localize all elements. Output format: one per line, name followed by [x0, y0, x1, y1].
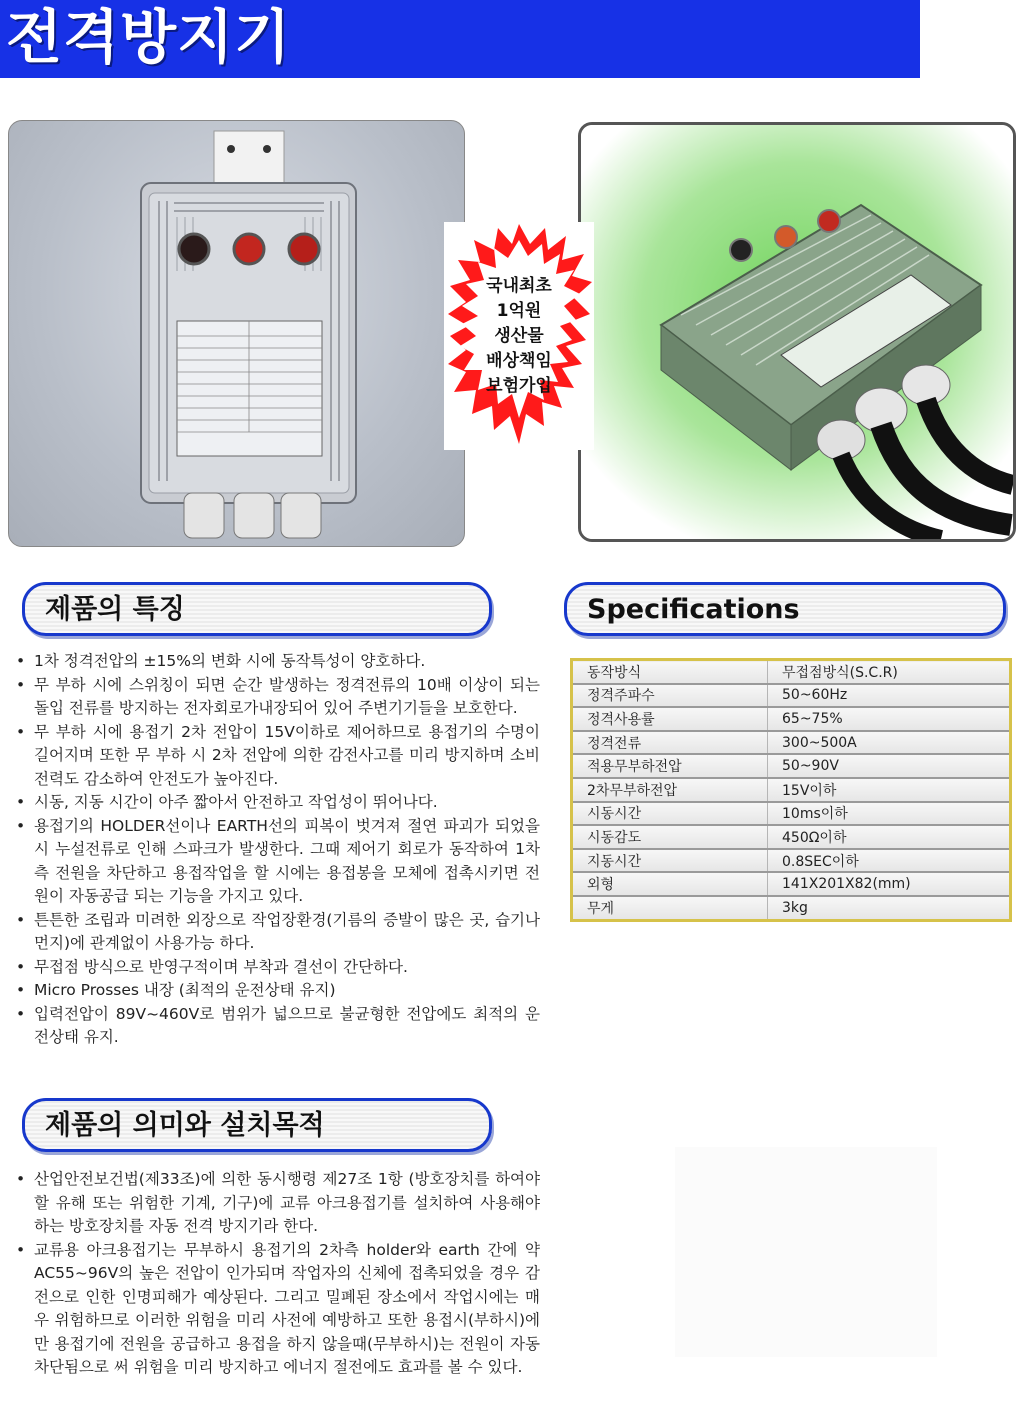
- list-item: • 무 부하 시에 스위칭이 되면 순간 발생하는 정격전류의 10배 이상이 되는 돌입 전류를 방지하는 전자회로가내장되어 있어 주변기기들을 보호한다.: [14, 674, 540, 721]
- spec-label: 동작방식: [572, 660, 768, 684]
- spec-value: 15V이하: [768, 778, 1011, 802]
- spec-value: 3kg: [768, 896, 1011, 920]
- specifications-table: [570, 658, 1012, 922]
- table-row: [572, 849, 1011, 873]
- spec-label: 정격전류: [572, 731, 768, 755]
- product-front-illustration: [9, 121, 464, 546]
- features-header: [22, 582, 492, 636]
- spec-label: 외형: [572, 872, 768, 896]
- list-item: • 입력전압이 89V~460V로 범위가 넓으므로 불균형한 전압에도 최적의 운전상태 유지.: [14, 1003, 540, 1050]
- product-photo-front: [8, 120, 465, 547]
- badge-text: [444, 274, 594, 399]
- table-row: [572, 754, 1011, 778]
- features-list: [14, 650, 540, 1050]
- badge-line: 생산물: [494, 326, 544, 346]
- table-row: [572, 872, 1011, 896]
- spec-value: 50~60Hz: [768, 684, 1011, 708]
- title-bar: [0, 0, 920, 78]
- list-item: • 산업안전보건법(제33조)에 의한 동시행령 제27조 1항 (방호장치를 하여야 할 유해 또는 위험한 기계, 기구)에 교류 아크용접기를 설치하여 사용해야 하는 방호장치를 자동 전격 방지기라 한다.: [14, 1168, 540, 1239]
- list-item: • 무 부하 시에 용접기 2차 전압이 15V이하로 제어하므로 용접기의 수명이 길어지며 또한 무 부하 시 2차 전압에 의한 감전사고를 미리 방지하며 소비전력도 감소하여 안전도가 높아진다.: [14, 721, 540, 792]
- spec-label: 시동시간: [572, 802, 768, 826]
- table-row: [572, 707, 1011, 731]
- purpose-header: [22, 1098, 492, 1152]
- purpose-heading: 제품의 의미와 설치목적: [45, 1110, 325, 1141]
- spec-label: 지동시간: [572, 849, 768, 873]
- list-item: • Micro Prosses 내장 (최적의 운전상태 유지): [14, 979, 540, 1003]
- specifications-heading: Specifications: [587, 594, 800, 625]
- spec-value: 300~500A: [768, 731, 1011, 755]
- spec-value: 무접점방식(S.C.R): [768, 660, 1011, 684]
- table-row: [572, 778, 1011, 802]
- spec-value: 141X201X82(mm): [768, 872, 1011, 896]
- product-angle-illustration: [581, 125, 1013, 539]
- list-item: • 용접기의 HOLDER선이나 EARTH선의 피복이 벗겨져 절연 파괴가 되었을 시 누설전류로 인해 스파크가 발생한다. 그때 제어기 회로가 동작하여 1차측 전원을 차단하고 용접작업을 할 시에는 용접봉을 모체에 접촉시키면 전원이 자동공급 되는 기능을 가지고 있다.: [14, 815, 540, 909]
- specifications-header: [564, 582, 1006, 636]
- spec-label: 시동감도: [572, 825, 768, 849]
- spec-value: 0.8SEC이하: [768, 849, 1011, 873]
- badge-line: 보험가입: [486, 376, 552, 396]
- list-item: • 튼튼한 조립과 미려한 외장으로 작업장환경(기름의 증발이 많은 곳, 습기나 먼지)에 관계없이 사용가능 하다.: [14, 909, 540, 956]
- list-item: • 1차 정격전압의 ±15%의 변화 시에 동작특성이 양호하다.: [14, 650, 540, 674]
- insurance-badge: [444, 222, 594, 450]
- spec-label: 무게: [572, 896, 768, 920]
- features-heading: 제품의 특징: [45, 594, 185, 625]
- badge-line: 배상책임: [486, 351, 552, 371]
- table-row: [572, 684, 1011, 708]
- spec-value: 50~90V: [768, 754, 1011, 778]
- spec-value: 450Ω이하: [768, 825, 1011, 849]
- spec-label: 정격주파수: [572, 684, 768, 708]
- table-row: [572, 825, 1011, 849]
- page-title: 전격방지기: [6, 3, 292, 71]
- spec-value: 65~75%: [768, 707, 1011, 731]
- blank-panel: [675, 1147, 937, 1357]
- spec-value: 10ms이하: [768, 802, 1011, 826]
- purpose-list: [14, 1168, 540, 1380]
- table-row: [572, 731, 1011, 755]
- list-item: • 시동, 지동 시간이 아주 짧아서 안전하고 작업성이 뛰어나다.: [14, 791, 540, 815]
- table-row: [572, 802, 1011, 826]
- product-photo-angle: [578, 122, 1016, 542]
- spec-label: 2차무부하전압: [572, 778, 768, 802]
- table-row: [572, 660, 1011, 684]
- spec-label: 적용무부하전압: [572, 754, 768, 778]
- spec-label: 정격사용률: [572, 707, 768, 731]
- badge-line: 국내최초: [486, 276, 552, 296]
- list-item: • 교류용 아크용접기는 무부하시 용접기의 2차측 holder와 earth 간에 약 AC55~96V의 높은 전압이 인가되며 작업자의 신체에 접촉되었을 경우 감전으로 인한 인명피해가 예상된다. 그리고 밀폐된 장소에서 작업시에는 매우 위험하므로 이러한 위험을 미리 사전에 예방하고 또한 용접시(부하시)에만 용접기에 전원을 공급하고 용접을 하지 않을때(무부하시)는 전원이 자동 차단됨으로 써 위험을 미리 방지하고 에너지 절전에도 효과를 볼 수 있다.: [14, 1239, 540, 1380]
- table-row: [572, 896, 1011, 920]
- badge-line: 1억원: [496, 301, 542, 321]
- list-item: • 무접점 방식으로 반영구적이며 부착과 결선이 간단하다.: [14, 956, 540, 980]
